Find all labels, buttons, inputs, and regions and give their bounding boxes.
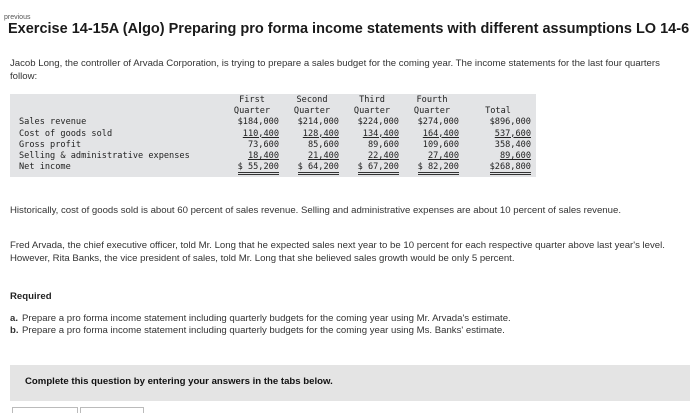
- table-cell: $224,000: [357, 117, 399, 128]
- table-cell: 73,600: [247, 139, 279, 150]
- table-cell: $ 55,200: [238, 162, 279, 175]
- table-row-gross-profit: [10, 140, 534, 151]
- row-label: Cost of goods sold: [19, 128, 113, 139]
- table-cell: 134,400: [362, 128, 399, 139]
- historical-paragraph: Historically, cost of goods sold is about 60 percent of sales revenue. Selling and administrative expenses are about 10 percent of sales revenue.: [10, 205, 621, 216]
- row-label: Gross profit: [19, 139, 82, 150]
- table-row-selling-admin: [10, 151, 534, 162]
- exercise-title: Exercise 14-15A (Algo) Preparing pro forma income statements with different assumptions LO 14-6: [8, 21, 690, 37]
- table-cell: 109,600: [422, 139, 459, 150]
- table-cell: $ 67,200: [358, 162, 399, 175]
- table-cell: $268,800: [490, 162, 531, 175]
- col-header-line1: Third: [359, 95, 385, 105]
- col-header-line1: First: [239, 95, 265, 105]
- table-cell: $ 64,200: [298, 162, 339, 175]
- label-header: [10, 106, 222, 117]
- table-cell: 27,400: [427, 151, 459, 162]
- label-header: [10, 95, 222, 106]
- item-text: Prepare a pro forma income statement including quarterly budgets for the coming year using Ms. Banks' estimate.: [22, 324, 505, 336]
- table-row-net-income: [10, 162, 534, 173]
- table-cell: 21,400: [307, 151, 339, 162]
- intro-paragraph: Jacob Long, the controller of Arvada Corporation, is trying to prepare a sales budget for the coming year. The income statements for the last four quarters follow:: [10, 58, 660, 82]
- required-heading: Required: [10, 291, 52, 302]
- table-cell: $274,000: [417, 117, 459, 128]
- table-cell: 18,400: [247, 151, 279, 162]
- item-label: a.: [10, 313, 19, 324]
- col-header-line2: Quarter: [353, 106, 391, 117]
- table-cell: 22,400: [367, 151, 399, 162]
- row-label: Net income: [19, 162, 71, 173]
- row-label: Sales revenue: [19, 117, 87, 128]
- table-cell: 89,600: [367, 139, 399, 150]
- tab-required-b[interactable]: [80, 407, 144, 413]
- item-text: Prepare a pro forma income statement including quarterly budgets for the coming year using Mr. Arvada's estimate.: [22, 313, 511, 324]
- table-row-cogs: [10, 129, 534, 140]
- table-cell: $184,000: [237, 117, 279, 128]
- table-cell: $ 82,200: [418, 162, 459, 175]
- table-row-sales-revenue: [10, 117, 534, 128]
- table-cell: 85,600: [307, 139, 339, 150]
- col-header-line2: Total: [485, 106, 511, 117]
- table-header-row-2: [10, 106, 534, 117]
- table-cell: 89,600: [499, 151, 531, 162]
- table-cell: 128,400: [302, 128, 339, 139]
- instructions-text: Complete this question by entering your answers in the tabs below.: [25, 376, 333, 387]
- table-cell: 110,400: [242, 128, 279, 139]
- income-statement-table: [10, 94, 536, 177]
- item-label: b.: [10, 324, 19, 336]
- col-header-line1: Fourth: [416, 95, 448, 105]
- table-cell: $214,000: [297, 117, 339, 128]
- row-label: Selling & administrative expenses: [19, 151, 190, 162]
- list-item: [10, 325, 680, 337]
- table-cell: 358,400: [494, 139, 531, 150]
- col-header-line1: Second: [296, 95, 328, 105]
- estimates-paragraph: Fred Arvada, the chief executive officer, told Mr. Long that he expected sales next year to be 10 percent for each respective quarter above last year's level. However, Rita Banks, the vice president of sales, told Mr. Long that she believed sales growth would be only 5 percent.: [10, 240, 665, 264]
- col-header-line2: Quarter: [413, 106, 451, 117]
- tab-required-a[interactable]: [12, 407, 78, 413]
- table-cell: 537,600: [494, 128, 531, 139]
- table-header-row-1: [10, 95, 534, 106]
- instructions-bar: [10, 365, 690, 401]
- previous-link[interactable]: previous: [4, 14, 31, 21]
- table-cell: $896,000: [489, 117, 531, 128]
- col-header-line2: Quarter: [233, 106, 271, 117]
- table-cell: 164,400: [422, 128, 459, 139]
- col-header-line2: Quarter: [293, 106, 331, 117]
- required-list: [10, 313, 680, 336]
- list-item: [10, 313, 680, 325]
- col-header-line1: [462, 95, 534, 106]
